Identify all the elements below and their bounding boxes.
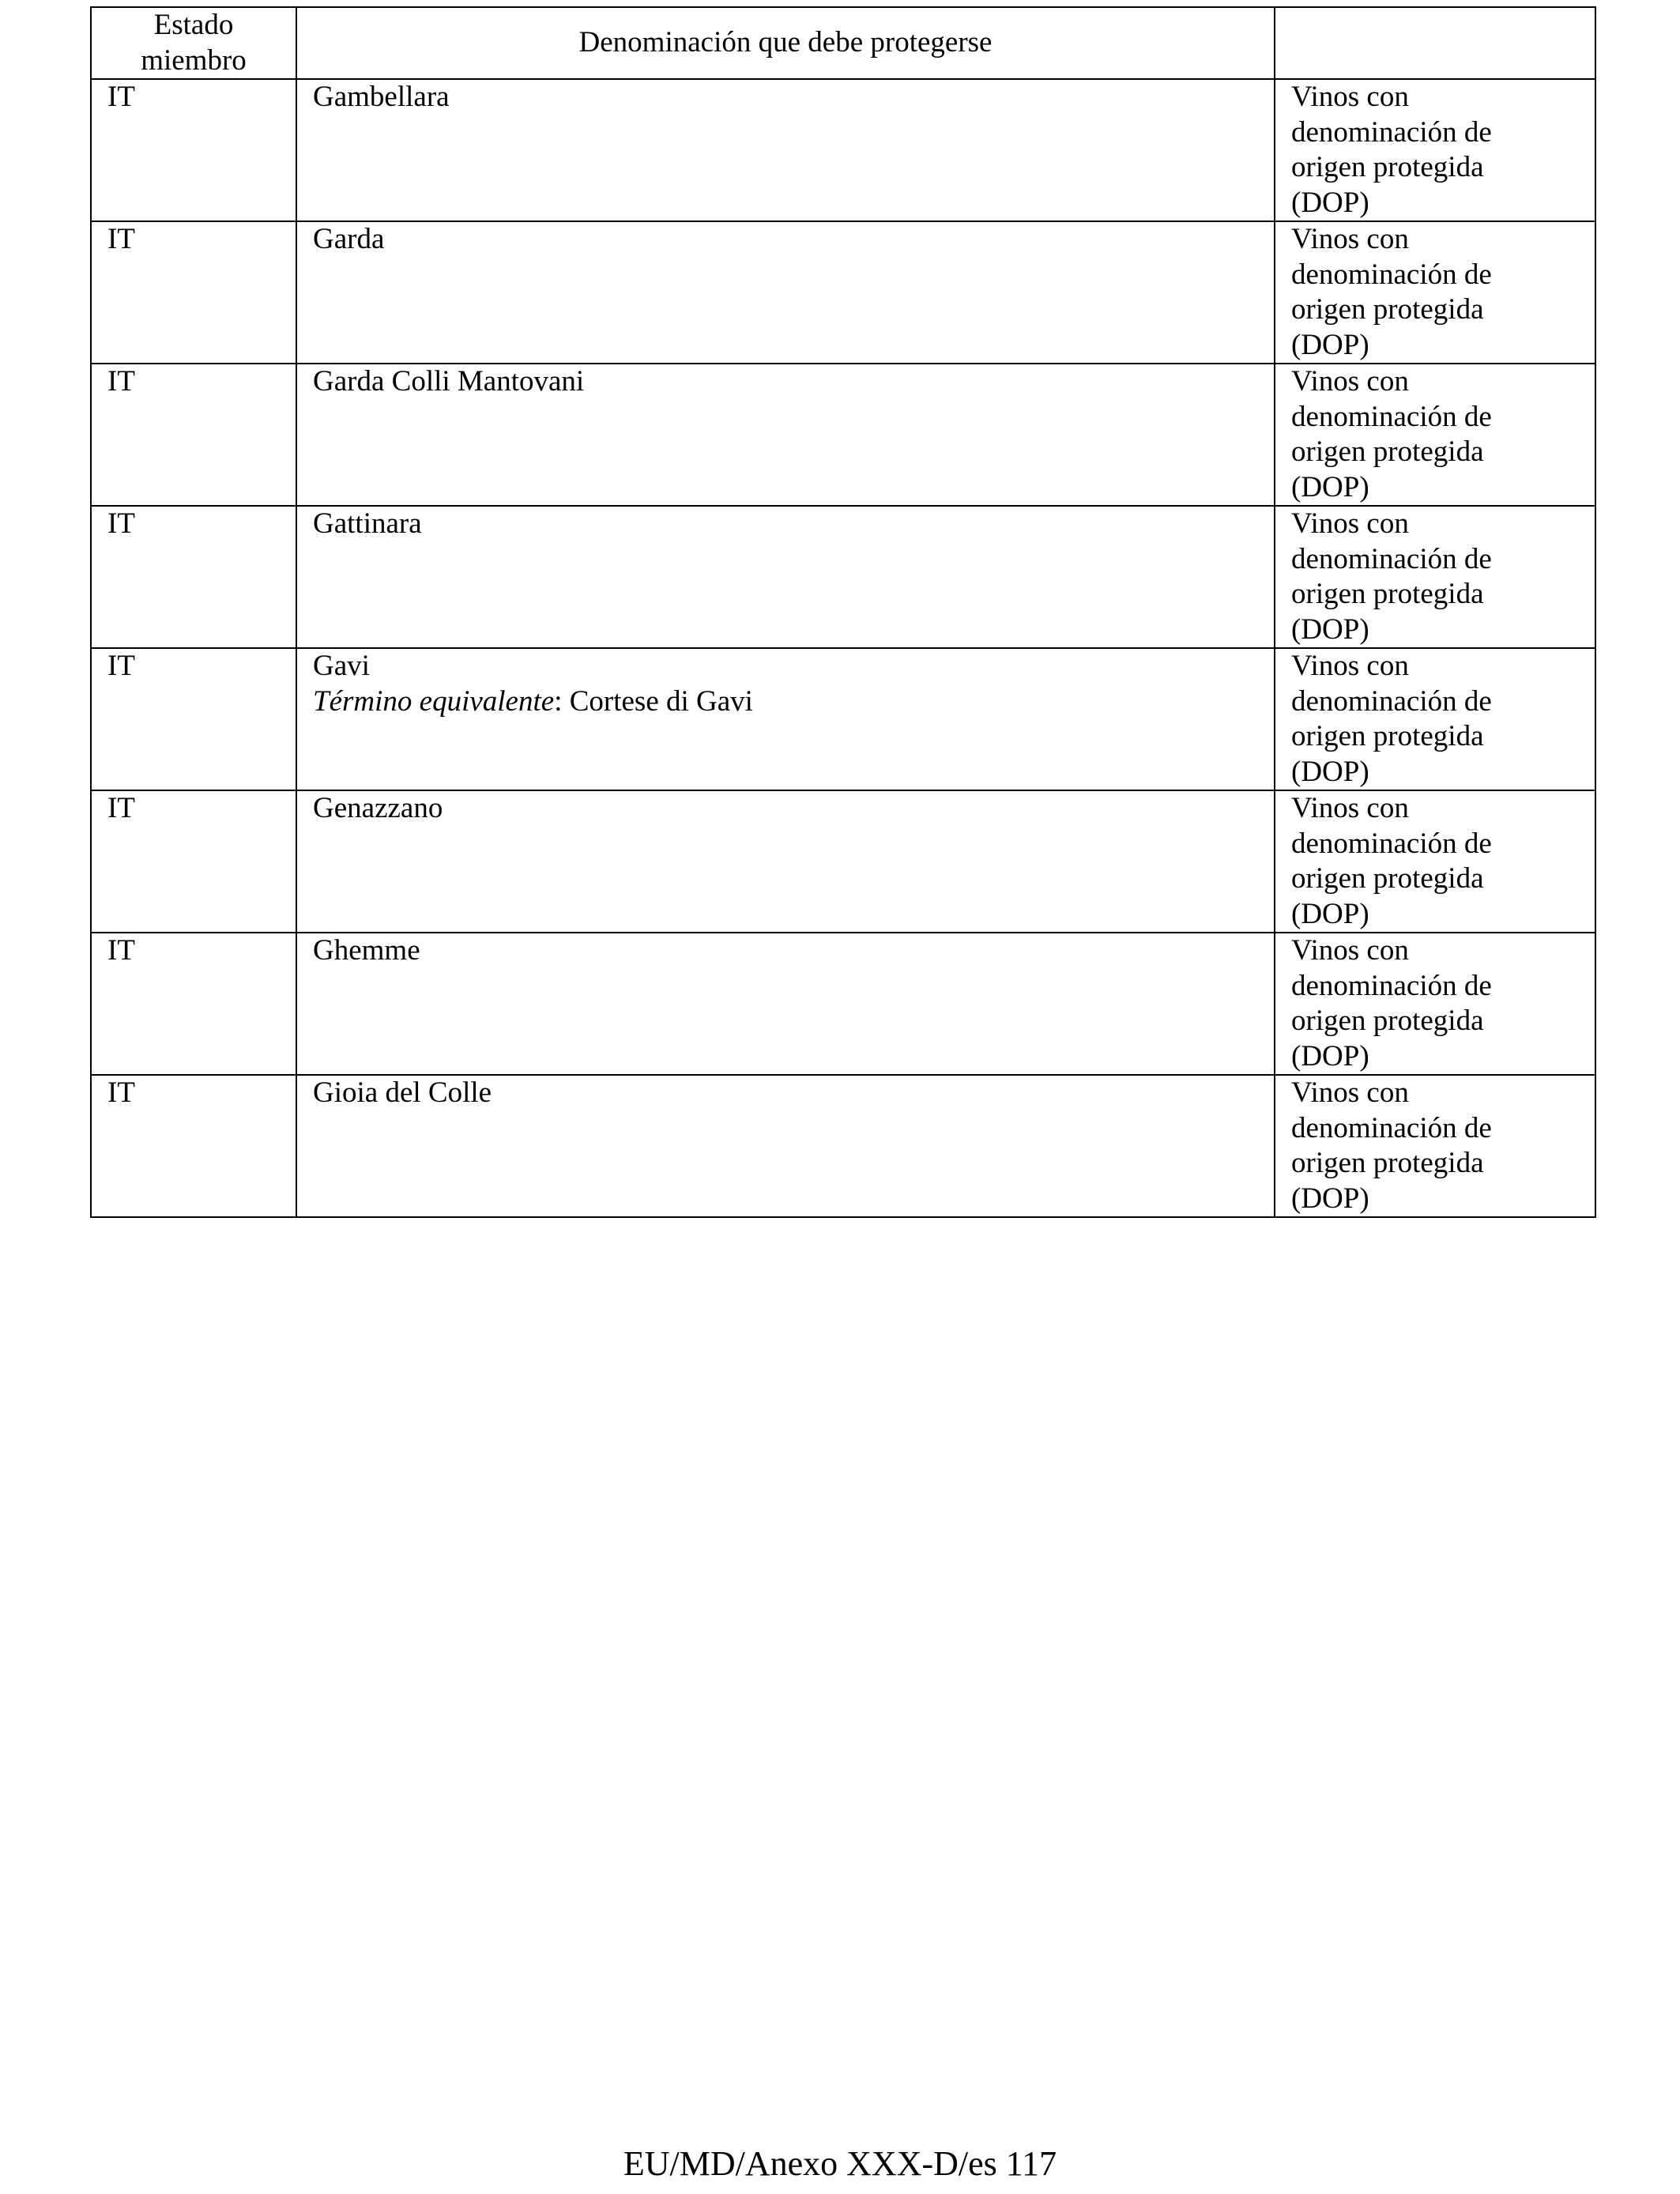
category-line: Vinos con (1291, 507, 1409, 540)
denomination-cell (296, 506, 1275, 648)
denomination-name: Gambellara (313, 81, 450, 113)
category-cell (1275, 221, 1595, 364)
category-line: denominación de (1291, 684, 1492, 718)
denomination-cell (296, 790, 1275, 933)
category-line: denominación de (1291, 1111, 1492, 1144)
category-line: Vinos con (1291, 934, 1409, 967)
category-line: Vinos con (1291, 223, 1409, 255)
member-state-cell: IT (91, 1075, 296, 1217)
member-state-cell: IT (91, 790, 296, 933)
table-row (91, 506, 1595, 648)
denomination-cell (296, 648, 1275, 790)
equivalent-term-value: : Cortese di Gavi (554, 684, 753, 718)
member-state-cell: IT (91, 364, 296, 506)
category-line: denominación de (1291, 400, 1492, 433)
header-member-state-line1: Estado (153, 9, 234, 41)
table-row (91, 79, 1595, 221)
category-cell (1275, 648, 1595, 790)
category-line: origen protegida (1291, 720, 1484, 752)
table-row (91, 364, 1595, 506)
member-state-cell: IT (91, 648, 296, 790)
page-footer: EU/MD/Anexo XXX-D/es 117 (623, 2144, 1057, 2183)
category-line: origen protegida (1291, 578, 1484, 610)
category-line: (DOP) (1291, 328, 1369, 361)
member-state-cell: IT (91, 79, 296, 221)
category-line: (DOP) (1291, 470, 1369, 503)
category-line: origen protegida (1291, 435, 1484, 468)
category-line: (DOP) (1291, 186, 1369, 219)
protected-names-table (90, 6, 1596, 1218)
table-row (91, 221, 1595, 364)
table-row (91, 648, 1595, 790)
category-line: Vinos con (1291, 792, 1409, 824)
equivalent-term-label: Término equivalente (313, 684, 555, 718)
header-denomination: Denominación que debe protegerse (296, 7, 1275, 79)
denomination-name: Garda Colli Mantovani (313, 365, 585, 398)
category-cell (1275, 1075, 1595, 1217)
table-row (91, 1075, 1595, 1217)
denomination-name: Gavi (313, 650, 370, 682)
header-category (1275, 7, 1595, 79)
equivalent-term-line (313, 684, 1266, 720)
category-line: Vinos con (1291, 365, 1409, 398)
category-line: denominación de (1291, 827, 1492, 860)
category-line: origen protegida (1291, 862, 1484, 895)
category-line: origen protegida (1291, 293, 1484, 326)
category-cell (1275, 506, 1595, 648)
category-line: origen protegida (1291, 1005, 1484, 1037)
denomination-name: Gioia del Colle (313, 1076, 492, 1109)
denomination-name: Gattinara (313, 507, 422, 540)
table-header-row (91, 7, 1595, 79)
category-line: (DOP) (1291, 1182, 1369, 1215)
category-line: origen protegida (1291, 1147, 1484, 1179)
category-line: (DOP) (1291, 755, 1369, 788)
denomination-cell (296, 79, 1275, 221)
category-line: origen protegida (1291, 151, 1484, 183)
category-line: Vinos con (1291, 81, 1409, 113)
category-line: Vinos con (1291, 650, 1409, 682)
category-line: denominación de (1291, 258, 1492, 291)
category-line: denominación de (1291, 542, 1492, 575)
table-row (91, 933, 1595, 1075)
category-line: (DOP) (1291, 897, 1369, 930)
category-line: (DOP) (1291, 613, 1369, 646)
table-row (91, 790, 1595, 933)
header-member-state-line2: miembro (141, 43, 247, 77)
denomination-name: Genazzano (313, 792, 443, 824)
category-cell (1275, 79, 1595, 221)
header-member-state (91, 7, 296, 79)
member-state-cell: IT (91, 506, 296, 648)
category-cell (1275, 364, 1595, 506)
denomination-cell (296, 221, 1275, 364)
denomination-name: Garda (313, 223, 385, 255)
category-line: denominación de (1291, 115, 1492, 149)
denomination-cell (296, 933, 1275, 1075)
category-cell (1275, 790, 1595, 933)
table-body (91, 79, 1595, 1217)
category-line: denominación de (1291, 969, 1492, 1002)
denomination-name: Ghemme (313, 934, 420, 967)
denomination-cell (296, 364, 1275, 506)
member-state-cell: IT (91, 933, 296, 1075)
member-state-cell: IT (91, 221, 296, 364)
category-cell (1275, 933, 1595, 1075)
denomination-cell (296, 1075, 1275, 1217)
category-line: Vinos con (1291, 1076, 1409, 1109)
category-line: (DOP) (1291, 1039, 1369, 1072)
